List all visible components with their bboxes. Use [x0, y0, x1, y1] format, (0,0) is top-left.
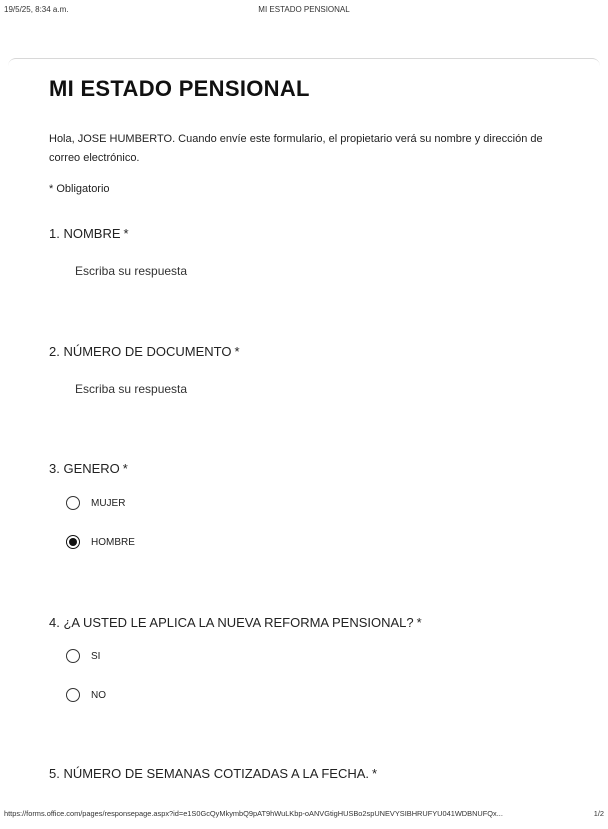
nombre-input[interactable] — [64, 258, 545, 284]
required-asterisk: * — [234, 344, 240, 359]
radio-button-unchecked[interactable] — [66, 649, 80, 663]
question-4-label: 4. ¿A USTED LE APLICA LA NUEVA REFORMA PENSIONAL? — [49, 615, 414, 630]
print-datetime: 19/5/25, 8:34 a.m. — [4, 5, 69, 14]
question-1-label: 1. NOMBRE — [49, 226, 121, 241]
print-page-number: 1/2 — [593, 809, 604, 818]
question-3-title — [49, 461, 128, 476]
required-note: * Obligatorio — [49, 183, 110, 195]
numero-documento-input[interactable] — [64, 376, 545, 402]
radio-button-unchecked[interactable] — [66, 496, 80, 510]
question-2-label: 2. NÚMERO DE DOCUMENTO — [49, 344, 232, 359]
radio-option-hombre[interactable] — [66, 533, 135, 551]
question-4-title — [49, 615, 422, 630]
radio-button-checked[interactable] — [66, 535, 80, 549]
required-asterisk: * — [122, 461, 128, 476]
question-1-title — [49, 226, 129, 241]
radio-option-si[interactable] — [66, 647, 100, 665]
question-5-title — [49, 766, 377, 781]
form-intro: Hola, JOSE HUMBERTO. Cuando envíe este formulario, el propietario verá su nombre y dirección de correo electrónico. — [49, 133, 543, 164]
option-label-si: SI — [91, 650, 101, 662]
option-label-hombre: HOMBRE — [91, 536, 135, 548]
radio-button-unchecked[interactable] — [66, 688, 80, 702]
print-header — [4, 5, 604, 17]
radio-selected-dot — [69, 538, 77, 546]
radio-option-no[interactable] — [66, 686, 106, 704]
option-label-no: NO — [91, 689, 106, 701]
print-footer — [4, 809, 604, 820]
required-asterisk: * — [123, 226, 129, 241]
question-3-label: 3. GENERO — [49, 461, 120, 476]
print-footer-url: https://forms.office.com/pages/responsepage.aspx?id=e1S0GcQyMkymbQ9pAT9hWuLKbp-oANVGtigHUSBo2spUNEVYSIBHRUFYU041WDBNUFQx... — [4, 809, 503, 818]
required-asterisk: * — [372, 766, 378, 781]
option-label-mujer: MUJER — [91, 497, 126, 509]
radio-option-mujer[interactable] — [66, 494, 125, 512]
required-asterisk: * — [416, 615, 422, 630]
form-title: MI ESTADO PENSIONAL — [49, 76, 310, 101]
print-page-title: MI ESTADO PENSIONAL — [258, 5, 350, 14]
question-5-label: 5. NÚMERO DE SEMANAS COTIZADAS A LA FECHA. — [49, 766, 370, 781]
question-2-title — [49, 344, 240, 359]
